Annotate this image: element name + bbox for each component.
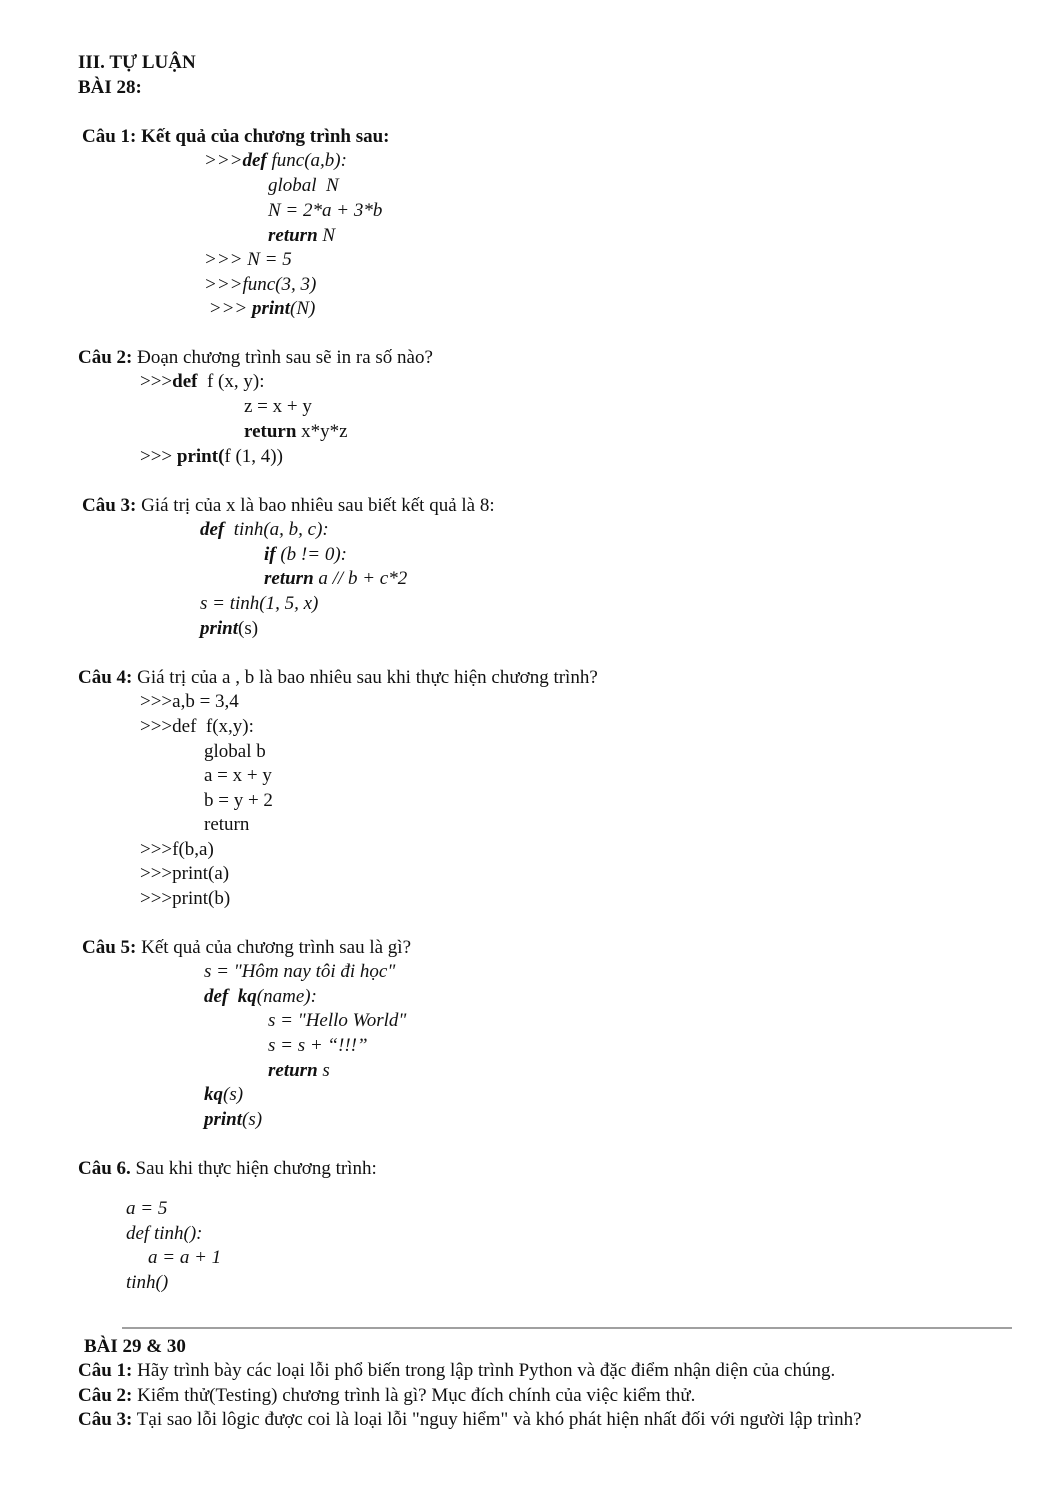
q4-code-line-6: return: [204, 814, 250, 835]
q4-code-line-9: >>>print(b): [140, 888, 231, 909]
q5-code-text-2: (name):: [256, 986, 317, 1007]
q2-code-line-3: [244, 420, 348, 444]
q4-code-line-3: global b: [204, 741, 266, 762]
bai29-30-title: BÀI 29 & 30: [84, 1336, 186, 1357]
bai29-q1: [78, 1359, 835, 1383]
q4-code-line-4: a = x + y: [204, 765, 272, 786]
q2-code-text-1: f (x, y):: [197, 371, 265, 392]
q6-code-line-1: a = 5: [126, 1198, 168, 1219]
q3-code-text-1: tinh(a, b, c):: [224, 519, 329, 540]
q1-code-line-6: >>>func(3, 3): [204, 274, 317, 295]
q3-keyword-if: if: [264, 544, 276, 565]
q5-code-text-6: (s): [223, 1084, 244, 1105]
q6-label: Câu 6.: [78, 1158, 131, 1179]
q5-label: Câu 5:: [82, 937, 137, 958]
q5-keyword-def-kq: def kq: [204, 986, 257, 1007]
q5-keyword-return: return: [268, 1060, 318, 1081]
q5-heading: [82, 936, 411, 960]
q1-code-line-7: [204, 297, 315, 321]
q2-code-line-1: [140, 370, 265, 394]
q2-code-text-3: x*y*z: [296, 421, 348, 442]
q5-code-line-1: s = "Hôm nay tôi đi học": [204, 961, 396, 982]
q1-code-line-3: N = 2*a + 3*b: [268, 200, 383, 221]
section-title: III. TỰ LUẬN: [78, 52, 196, 73]
q4-heading: [78, 666, 598, 690]
q2-code-text-4: f (1, 4)): [224, 446, 283, 467]
q2-prompt-4: >>>: [140, 446, 177, 467]
q1-code-line-1: [204, 149, 347, 173]
q2-code-line-2: z = x + y: [244, 396, 312, 417]
q3-keyword-def: def: [200, 519, 225, 540]
section-divider: [122, 1327, 1012, 1329]
q1-code-text-4: N: [317, 225, 336, 246]
q5-code-line-6: [204, 1083, 243, 1107]
q4-label: Câu 4:: [78, 667, 133, 688]
q5-keyword-kq: kq: [204, 1084, 223, 1105]
bai28-title: BÀI 28:: [78, 77, 142, 98]
q1-code-line-2: global N: [268, 175, 339, 196]
q2-heading: [78, 346, 433, 370]
q1-keyword-print: print: [251, 298, 290, 319]
bai29-q2-label: Câu 2:: [78, 1385, 133, 1406]
q6-code-line-3: a = a + 1: [148, 1247, 222, 1268]
q1-label: Câu 1:: [82, 126, 137, 147]
q3-label: Câu 3:: [82, 495, 137, 516]
q1-text: Kết quả của chương trình sau:: [141, 126, 390, 147]
q2-keyword-return: return: [244, 421, 297, 442]
q3-code-line-4: s = tinh(1, 5, x): [200, 593, 319, 614]
q5-code-line-5: [268, 1059, 330, 1083]
q6-code-line-2: def tinh():: [126, 1223, 203, 1244]
q1-keyword-return: return: [268, 225, 318, 246]
q5-keyword-print: print: [204, 1109, 243, 1130]
q4-code-line-2: >>>def f(x,y):: [140, 716, 254, 737]
q6-code-line-4: tinh(): [126, 1272, 169, 1293]
q3-code-text-2: (b != 0):: [275, 544, 347, 565]
q5-code-line-7: [204, 1108, 262, 1132]
q3-heading: [82, 494, 495, 518]
q5-code-text-5: s: [317, 1060, 330, 1081]
q4-code-line-5: b = y + 2: [204, 790, 273, 811]
q5-code-line-3: s = "Hello World": [268, 1010, 407, 1031]
q3-code-line-3: [264, 567, 407, 591]
q2-prompt-1: >>>: [140, 371, 173, 392]
bai29-q3-label: Câu 3:: [78, 1409, 133, 1430]
bai29-q2-text: Kiểm thử(Testing) chương trình là gì? Mục đích chính của việc kiểm thử.: [132, 1385, 696, 1406]
q4-code-line-7: >>>f(b,a): [140, 839, 214, 860]
q1-keyword-def: def: [242, 150, 267, 171]
q3-text: Giá trị của x là bao nhiêu sau biết kết quả là 8:: [136, 495, 495, 516]
q3-code-text-3: a // b + c*2: [313, 568, 408, 589]
q2-code-line-4: [140, 445, 283, 469]
bai29-q2: [78, 1384, 695, 1408]
q5-code-text-7: (s): [242, 1109, 263, 1130]
bai29-q1-label: Câu 1:: [78, 1360, 133, 1381]
bai29-q3: [78, 1408, 862, 1432]
q1-code-line-5: >>> N = 5: [204, 249, 292, 270]
q5-code-line-4: s = s + “!!!”: [268, 1035, 368, 1056]
q3-code-line-5: [200, 617, 258, 641]
bai29-q1-text: Hãy trình bày các loại lỗi phổ biến trong lập trình Python và đặc điểm nhận diện của chúng.: [132, 1360, 836, 1381]
q3-keyword-print: print: [200, 618, 239, 639]
q1-heading: [82, 125, 390, 149]
q2-keyword-def: def: [172, 371, 198, 392]
q1-code-line-4: [268, 224, 335, 248]
q3-code-text-5: (s): [238, 618, 259, 639]
q4-code-line-1: >>>a,b = 3,4: [140, 691, 239, 712]
q1-prompt-1: >>>: [204, 150, 243, 171]
q6-text: Sau khi thực hiện chương trình:: [130, 1158, 377, 1179]
q1-code-text-1: func(a,b):: [266, 150, 347, 171]
q1-prompt-7: >>>: [204, 298, 252, 319]
q2-text: Đoạn chương trình sau sẽ in ra số nào?: [132, 347, 433, 368]
q3-code-line-2: [264, 543, 347, 567]
q1-code-text-7: (N): [290, 298, 316, 319]
q5-code-line-2: [204, 985, 317, 1009]
q2-label: Câu 2:: [78, 347, 133, 368]
q4-code-line-8: >>>print(a): [140, 863, 230, 884]
q4-text: Giá trị của a , b là bao nhiêu sau khi thực hiện chương trình?: [132, 667, 598, 688]
q2-keyword-print: print(: [176, 446, 225, 467]
q3-code-line-1: [200, 518, 329, 542]
bai29-q3-text: Tại sao lỗi lôgic được coi là loại lỗi "nguy hiểm" và khó phát hiện nhất đối với người lập trình?: [132, 1409, 862, 1430]
q3-keyword-return: return: [264, 568, 314, 589]
q5-text: Kết quả của chương trình sau là gì?: [136, 937, 412, 958]
q6-heading: [78, 1157, 377, 1181]
